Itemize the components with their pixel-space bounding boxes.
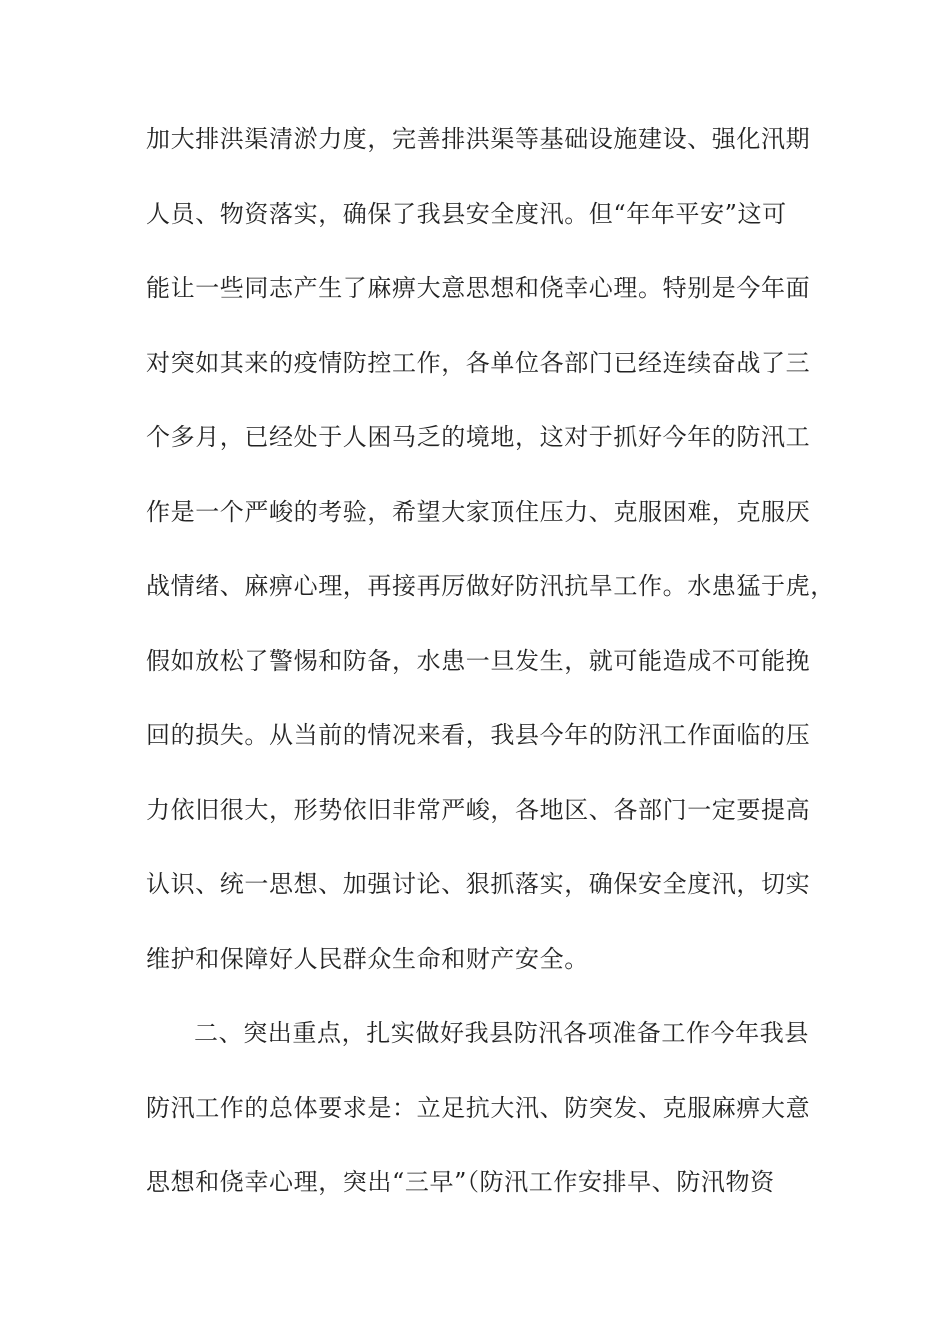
text-line: 能让一些同志产生了麻痹大意思想和侥幸心理。特别是今年面 <box>146 274 811 302</box>
text-line: 个多月，已经处于人困马乏的境地，这对于抓好今年的防汛工 <box>146 423 811 451</box>
text-line: 加大排洪渠清淤力度，完善排洪渠等基础设施建设、强化汛期 <box>146 125 811 153</box>
text-line: 对突如其来的疫情防控工作，各单位各部门已经连续奋战了三 <box>146 348 811 377</box>
text-line: 假如放松了警惕和防备，水患一旦发生，就可能造成不可能挽 <box>146 646 811 675</box>
text-line: 回的损失。从当前的情况来看，我县今年的防汛工作面临的压 <box>146 721 811 749</box>
text-line: 力依旧很大，形势依旧非常严峻，各地区、各部门一定要提高 <box>146 795 811 824</box>
text-line: 人员、物资落实，确保了我县安全度汛。但“年年平安”这可 <box>146 199 787 228</box>
text-line: 防汛工作的总体要求是：立足抗大汛、防突发、克服麻痹大意 <box>146 1093 811 1122</box>
text-line: 作是一个严峻的考验，希望大家顶住压力、克服困难，克服厌 <box>146 497 811 526</box>
text-line: 战情绪、麻痹心理，再接再厉做好防汛抗旱工作。水患猛于虎， <box>146 572 835 600</box>
text-line: 认识、统一思想、加强讨论、狠抓落实，确保安全度汛，切实 <box>146 870 811 898</box>
text-line: 思想和侥幸心理，突出“三早”（防汛工作安排早、防汛物资 <box>146 1168 775 1196</box>
body-text <box>146 125 835 1245</box>
text-line: 维护和保障好人民群众生命和财产安全。 <box>146 944 589 973</box>
section-heading-line: 二、突出重点，扎实做好我县防汛各项准备工作今年我县 <box>194 1019 809 1047</box>
